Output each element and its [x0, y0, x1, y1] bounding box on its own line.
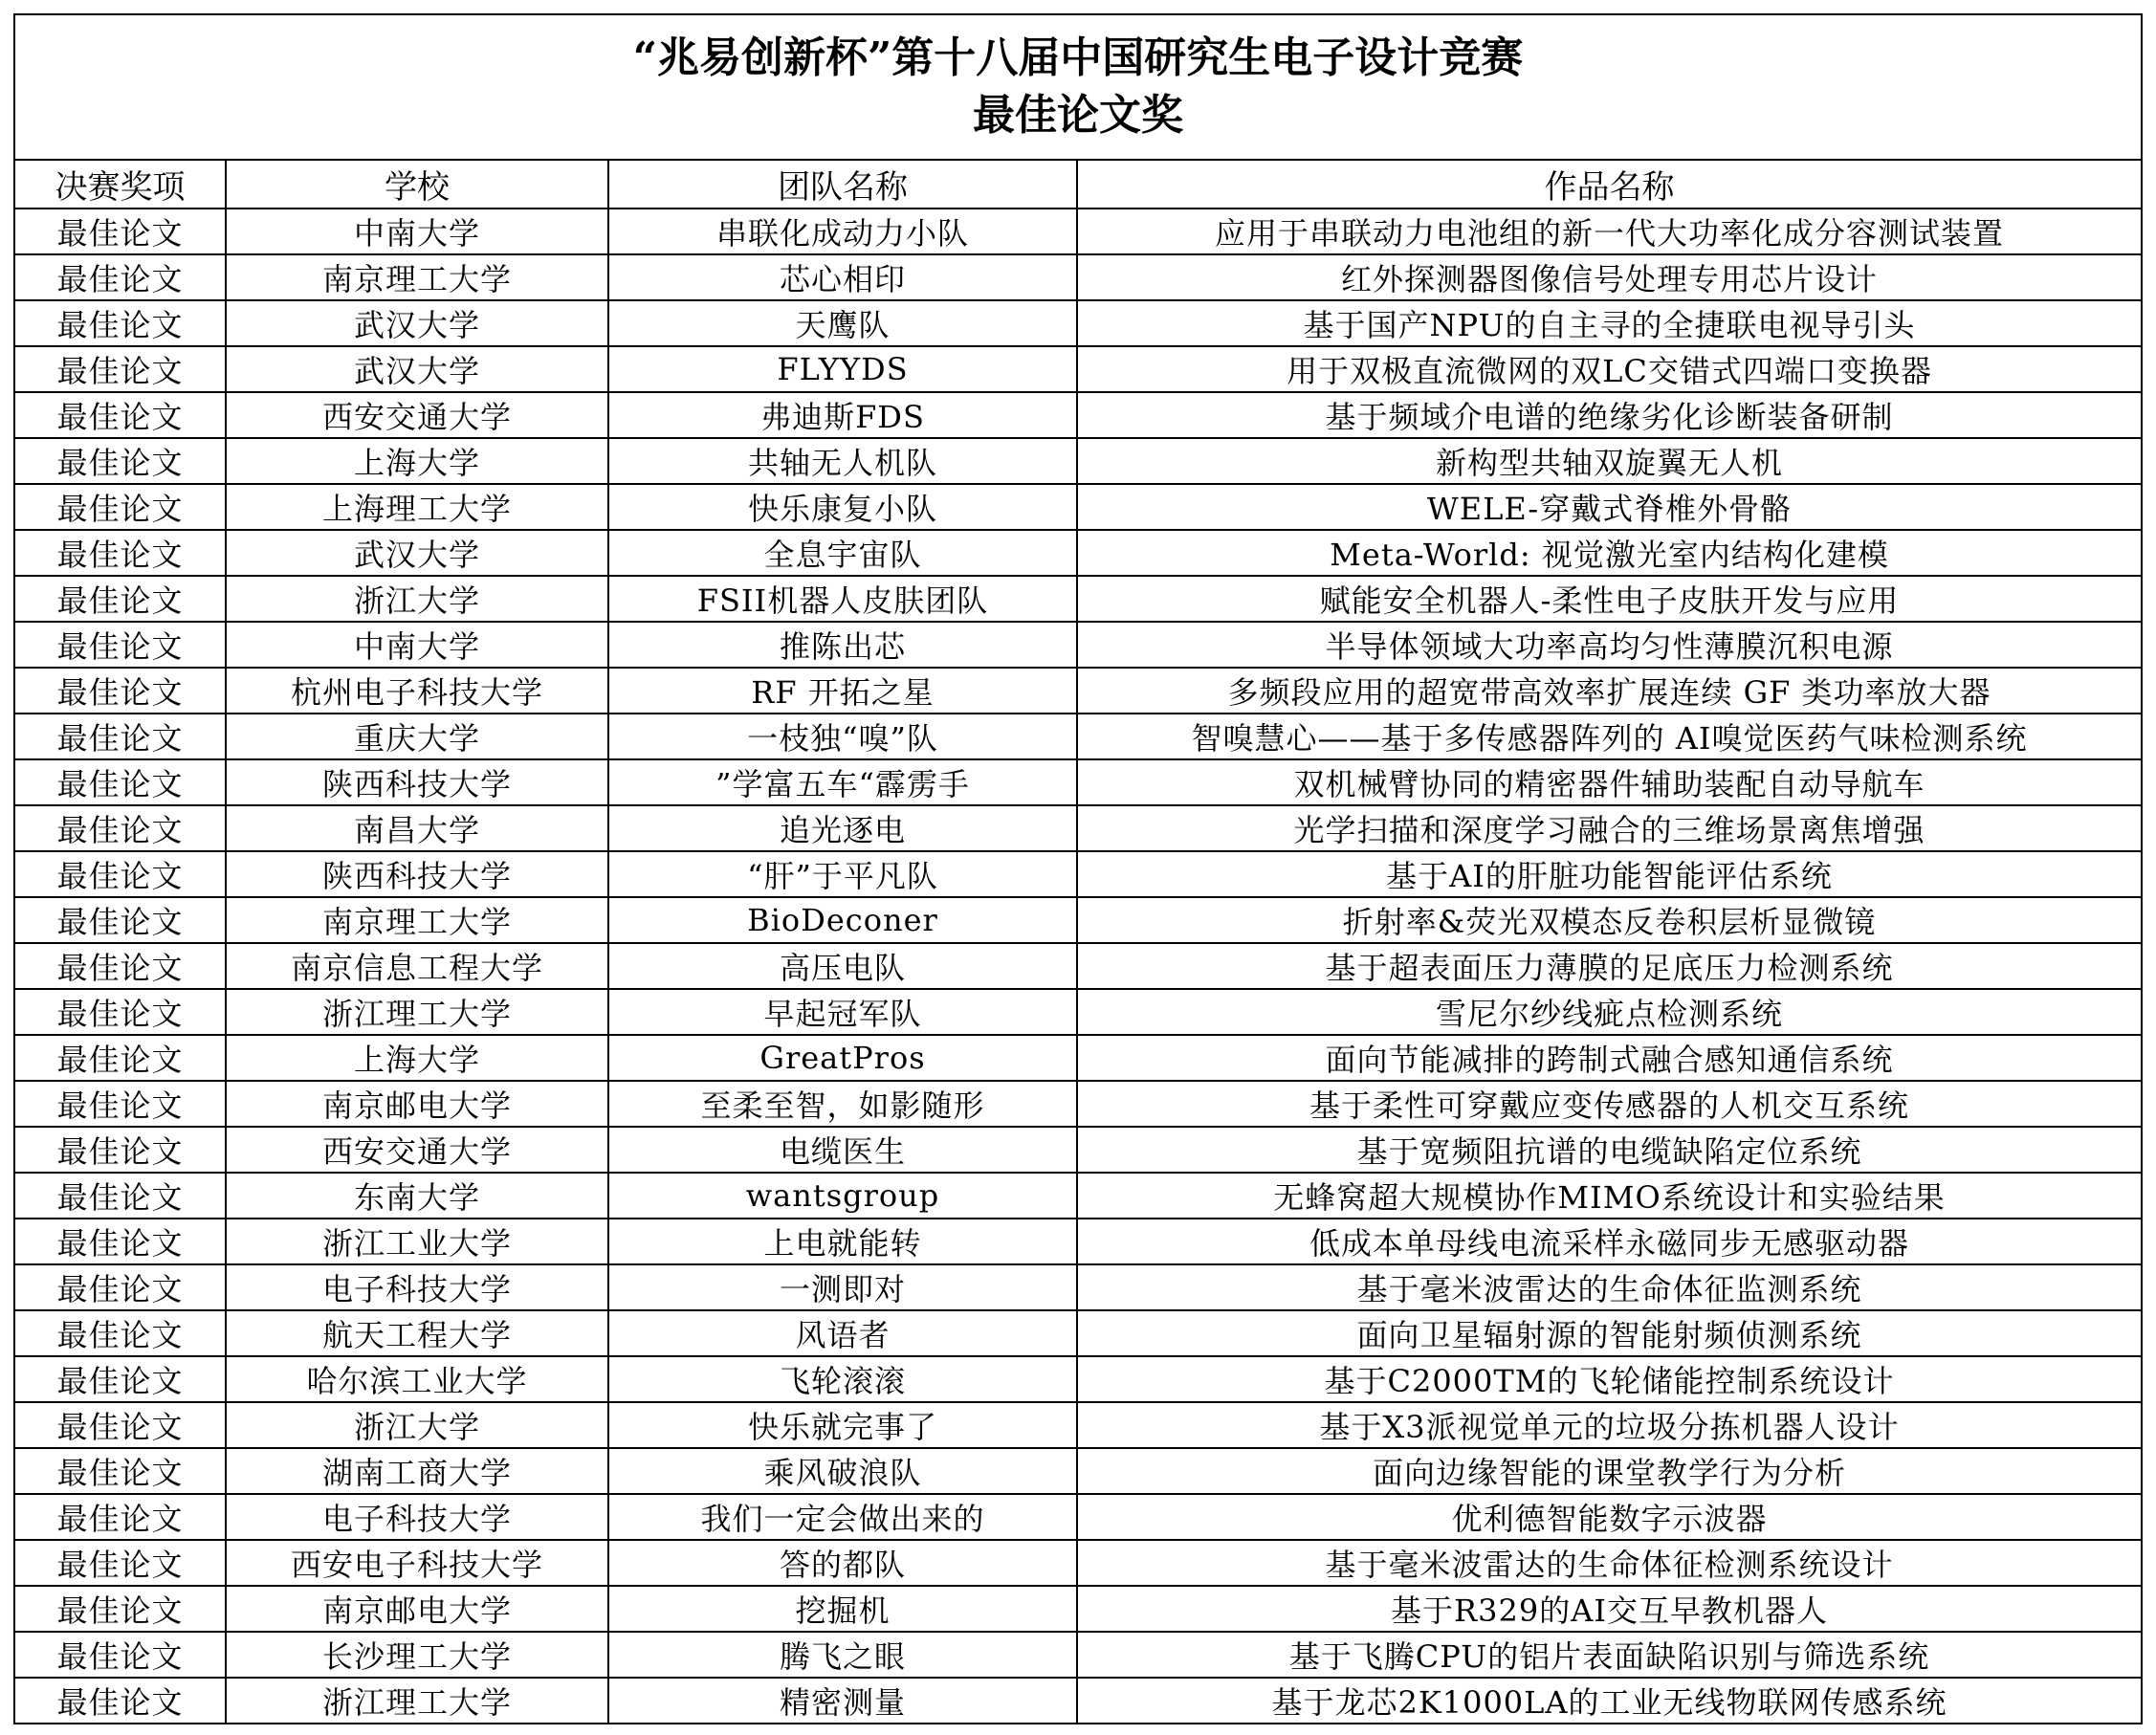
project-cell: 基于C2000TM的飞轮储能控制系统设计: [1077, 1356, 2141, 1402]
school-cell: 上海大学: [226, 438, 608, 484]
project-cell: 赋能安全机器人-柔性电子皮肤开发与应用: [1077, 576, 2141, 622]
school-cell: 航天工程大学: [226, 1310, 608, 1356]
team-cell: 答的都队: [608, 1540, 1077, 1586]
school-cell: 武汉大学: [226, 300, 608, 346]
table-row: [15, 668, 2141, 714]
table-row: [15, 943, 2141, 989]
table-row: [15, 392, 2141, 438]
table-row: [15, 346, 2141, 392]
award-cell: 最佳论文: [15, 1219, 226, 1264]
team-cell: 我们一定会做出来的: [608, 1494, 1077, 1540]
team-cell: 挖掘机: [608, 1586, 1077, 1632]
table-row: [15, 1310, 2141, 1356]
team-cell: “肝”于平凡队: [608, 851, 1077, 897]
project-cell: 新构型共轴双旋翼无人机: [1077, 438, 2141, 484]
school-cell: 重庆大学: [226, 714, 608, 759]
award-cell: 最佳论文: [15, 1540, 226, 1586]
school-cell: 南京信息工程大学: [226, 943, 608, 989]
team-cell: wantsgroup: [608, 1173, 1077, 1219]
table-row: [15, 1540, 2141, 1586]
school-cell: 电子科技大学: [226, 1494, 608, 1540]
project-cell: 低成本单母线电流采样永磁同步无感驱动器: [1077, 1219, 2141, 1264]
award-cell: 最佳论文: [15, 1356, 226, 1402]
team-cell: 至柔至智，如影随形: [608, 1081, 1077, 1127]
award-cell: 最佳论文: [15, 1173, 226, 1219]
award-cell: 最佳论文: [15, 438, 226, 484]
school-cell: 湖南工商大学: [226, 1448, 608, 1494]
school-cell: 浙江理工大学: [226, 989, 608, 1035]
award-cell: 最佳论文: [15, 209, 226, 254]
award-cell: 最佳论文: [15, 1310, 226, 1356]
school-cell: 陕西科技大学: [226, 759, 608, 805]
team-cell: 电缆医生: [608, 1127, 1077, 1173]
document-title: [15, 15, 2141, 161]
table-row: [15, 897, 2141, 943]
project-cell: 基于柔性可穿戴应变传感器的人机交互系统: [1077, 1081, 2141, 1127]
table-row: [15, 1356, 2141, 1402]
award-cell: 最佳论文: [15, 254, 226, 300]
competition-title: “兆易创新杯”第十八届中国研究生电子设计竞赛: [632, 33, 1524, 82]
table-row: [15, 1173, 2141, 1219]
award-cell: 最佳论文: [15, 759, 226, 805]
table-row: [15, 484, 2141, 530]
project-cell: 基于宽频阻抗谱的电缆缺陷定位系统: [1077, 1127, 2141, 1173]
award-cell: 最佳论文: [15, 346, 226, 392]
header-project: 作品名称: [1077, 161, 2141, 209]
team-cell: FSII机器人皮肤团队: [608, 576, 1077, 622]
award-cell: 最佳论文: [15, 392, 226, 438]
table-row: [15, 622, 2141, 668]
project-cell: 面向卫星辐射源的智能射频侦测系统: [1077, 1310, 2141, 1356]
team-cell: 乘风破浪队: [608, 1448, 1077, 1494]
project-cell: 用于双极直流微网的双LC交错式四端口变换器: [1077, 346, 2141, 392]
project-cell: 雪尼尔纱线疵点检测系统: [1077, 989, 2141, 1035]
team-cell: 早起冠军队: [608, 989, 1077, 1035]
team-cell: 风语者: [608, 1310, 1077, 1356]
team-cell: 飞轮滚滚: [608, 1356, 1077, 1402]
project-cell: 折射率&荧光双模态反卷积层析显微镜: [1077, 897, 2141, 943]
table-row: [15, 989, 2141, 1035]
table-row: [15, 851, 2141, 897]
award-cell: 最佳论文: [15, 530, 226, 576]
school-cell: 浙江大学: [226, 1402, 608, 1448]
school-cell: 上海大学: [226, 1035, 608, 1081]
school-cell: 电子科技大学: [226, 1264, 608, 1310]
school-cell: 中南大学: [226, 209, 608, 254]
header-school: 学校: [226, 161, 608, 209]
table-row: [15, 1448, 2141, 1494]
award-cell: 最佳论文: [15, 805, 226, 851]
project-cell: 双机械臂协同的精密器件辅助装配自动导航车: [1077, 759, 2141, 805]
award-cell: 最佳论文: [15, 897, 226, 943]
award-cell: 最佳论文: [15, 1035, 226, 1081]
table-row: [15, 1081, 2141, 1127]
award-cell: 最佳论文: [15, 1678, 226, 1723]
team-cell: 芯心相印: [608, 254, 1077, 300]
school-cell: 陕西科技大学: [226, 851, 608, 897]
team-cell: 高压电队: [608, 943, 1077, 989]
team-cell: 共轴无人机队: [608, 438, 1077, 484]
school-cell: 西安交通大学: [226, 392, 608, 438]
school-cell: 浙江工业大学: [226, 1219, 608, 1264]
table-row: [15, 209, 2141, 254]
team-cell: 上电就能转: [608, 1219, 1077, 1264]
project-cell: 半导体领域大功率高均匀性薄膜沉积电源: [1077, 622, 2141, 668]
award-cell: 最佳论文: [15, 1127, 226, 1173]
table-row: [15, 1264, 2141, 1310]
project-cell: 智嗅慧心——基于多传感器阵列的 AI嗅觉医药气味检测系统: [1077, 714, 2141, 759]
project-cell: 面向边缘智能的课堂教学行为分析: [1077, 1448, 2141, 1494]
award-cell: 最佳论文: [15, 851, 226, 897]
award-cell: 最佳论文: [15, 1264, 226, 1310]
team-cell: 弗迪斯FDS: [608, 392, 1077, 438]
header-team: 团队名称: [608, 161, 1077, 209]
table-row: [15, 576, 2141, 622]
award-cell: 最佳论文: [15, 1402, 226, 1448]
school-cell: 上海理工大学: [226, 484, 608, 530]
project-cell: WELE-穿戴式脊椎外骨骼: [1077, 484, 2141, 530]
team-cell: 一枝独“嗅”队: [608, 714, 1077, 759]
team-cell: 腾飞之眼: [608, 1632, 1077, 1678]
school-cell: 中南大学: [226, 622, 608, 668]
table-row: [15, 1402, 2141, 1448]
project-cell: 光学扫描和深度学习融合的三维场景离焦增强: [1077, 805, 2141, 851]
project-cell: 应用于串联动力电池组的新一代大功率化成分容测试装置: [1077, 209, 2141, 254]
table-row: [15, 1035, 2141, 1081]
header-row: [15, 161, 2141, 209]
award-category-title: 最佳论文奖: [973, 91, 1183, 140]
award-cell: 最佳论文: [15, 989, 226, 1035]
school-cell: 武汉大学: [226, 346, 608, 392]
team-cell: 全息宇宙队: [608, 530, 1077, 576]
team-cell: ”学富五车“霹雳手: [608, 759, 1077, 805]
award-sheet: [13, 13, 2143, 1724]
project-cell: 基于飞腾CPU的铝片表面缺陷识别与筛选系统: [1077, 1632, 2141, 1678]
table-row: [15, 714, 2141, 759]
table-row: [15, 1586, 2141, 1632]
project-cell: 基于频域介电谱的绝缘劣化诊断装备研制: [1077, 392, 2141, 438]
header-award: 决赛奖项: [15, 161, 226, 209]
team-cell: 快乐就完事了: [608, 1402, 1077, 1448]
school-cell: 南京邮电大学: [226, 1586, 608, 1632]
table-row: [15, 1678, 2141, 1723]
school-cell: 哈尔滨工业大学: [226, 1356, 608, 1402]
project-cell: 优利德智能数字示波器: [1077, 1494, 2141, 1540]
project-cell: 基于R329的AI交互早教机器人: [1077, 1586, 2141, 1632]
team-cell: 天鹰队: [608, 300, 1077, 346]
table-row: [15, 759, 2141, 805]
award-cell: 最佳论文: [15, 1586, 226, 1632]
table-row: [15, 1127, 2141, 1173]
school-cell: 浙江理工大学: [226, 1678, 608, 1723]
project-cell: 基于龙芯2K1000LA的工业无线物联网传感系统: [1077, 1678, 2141, 1723]
team-cell: 推陈出芯: [608, 622, 1077, 668]
school-cell: 浙江大学: [226, 576, 608, 622]
table-row: [15, 254, 2141, 300]
school-cell: 东南大学: [226, 1173, 608, 1219]
award-cell: 最佳论文: [15, 943, 226, 989]
project-cell: Meta-World: 视觉激光室内结构化建模: [1077, 530, 2141, 576]
project-cell: 基于超表面压力薄膜的足底压力检测系统: [1077, 943, 2141, 989]
team-cell: 精密测量: [608, 1678, 1077, 1723]
table-row: [15, 805, 2141, 851]
school-cell: 杭州电子科技大学: [226, 668, 608, 714]
award-cell: 最佳论文: [15, 300, 226, 346]
award-cell: 最佳论文: [15, 1448, 226, 1494]
table-row: [15, 530, 2141, 576]
table-row: [15, 300, 2141, 346]
project-cell: 基于国产NPU的自主寻的全捷联电视导引头: [1077, 300, 2141, 346]
project-cell: 多频段应用的超宽带高效率扩展连续 GF 类功率放大器: [1077, 668, 2141, 714]
school-cell: 南京理工大学: [226, 897, 608, 943]
project-cell: 基于AI的肝脏功能智能评估系统: [1077, 851, 2141, 897]
award-cell: 最佳论文: [15, 484, 226, 530]
award-cell: 最佳论文: [15, 714, 226, 759]
project-cell: 基于X3派视觉单元的垃圾分拣机器人设计: [1077, 1402, 2141, 1448]
team-cell: BioDeconer: [608, 897, 1077, 943]
school-cell: 西安电子科技大学: [226, 1540, 608, 1586]
award-cell: 最佳论文: [15, 668, 226, 714]
team-cell: GreatPros: [608, 1035, 1077, 1081]
award-cell: 最佳论文: [15, 1081, 226, 1127]
table-row: [15, 1219, 2141, 1264]
award-cell: 最佳论文: [15, 622, 226, 668]
team-cell: 追光逐电: [608, 805, 1077, 851]
team-cell: RF 开拓之星: [608, 668, 1077, 714]
awards-table: [15, 161, 2141, 1723]
project-cell: 无蜂窝超大规模协作MIMO系统设计和实验结果: [1077, 1173, 2141, 1219]
table-row: [15, 1632, 2141, 1678]
school-cell: 西安交通大学: [226, 1127, 608, 1173]
team-cell: 快乐康复小队: [608, 484, 1077, 530]
project-cell: 红外探测器图像信号处理专用芯片设计: [1077, 254, 2141, 300]
team-cell: 串联化成动力小队: [608, 209, 1077, 254]
table-row: [15, 438, 2141, 484]
award-cell: 最佳论文: [15, 1632, 226, 1678]
project-cell: 基于毫米波雷达的生命体征监测系统: [1077, 1264, 2141, 1310]
school-cell: 南京邮电大学: [226, 1081, 608, 1127]
school-cell: 南京理工大学: [226, 254, 608, 300]
school-cell: 长沙理工大学: [226, 1632, 608, 1678]
school-cell: 南昌大学: [226, 805, 608, 851]
table-row: [15, 1494, 2141, 1540]
award-cell: 最佳论文: [15, 576, 226, 622]
project-cell: 基于毫米波雷达的生命体征检测系统设计: [1077, 1540, 2141, 1586]
award-cell: 最佳论文: [15, 1494, 226, 1540]
awards-table-body: [15, 209, 2141, 1723]
project-cell: 面向节能减排的跨制式融合感知通信系统: [1077, 1035, 2141, 1081]
team-cell: FLYYDS: [608, 346, 1077, 392]
team-cell: 一测即对: [608, 1264, 1077, 1310]
school-cell: 武汉大学: [226, 530, 608, 576]
